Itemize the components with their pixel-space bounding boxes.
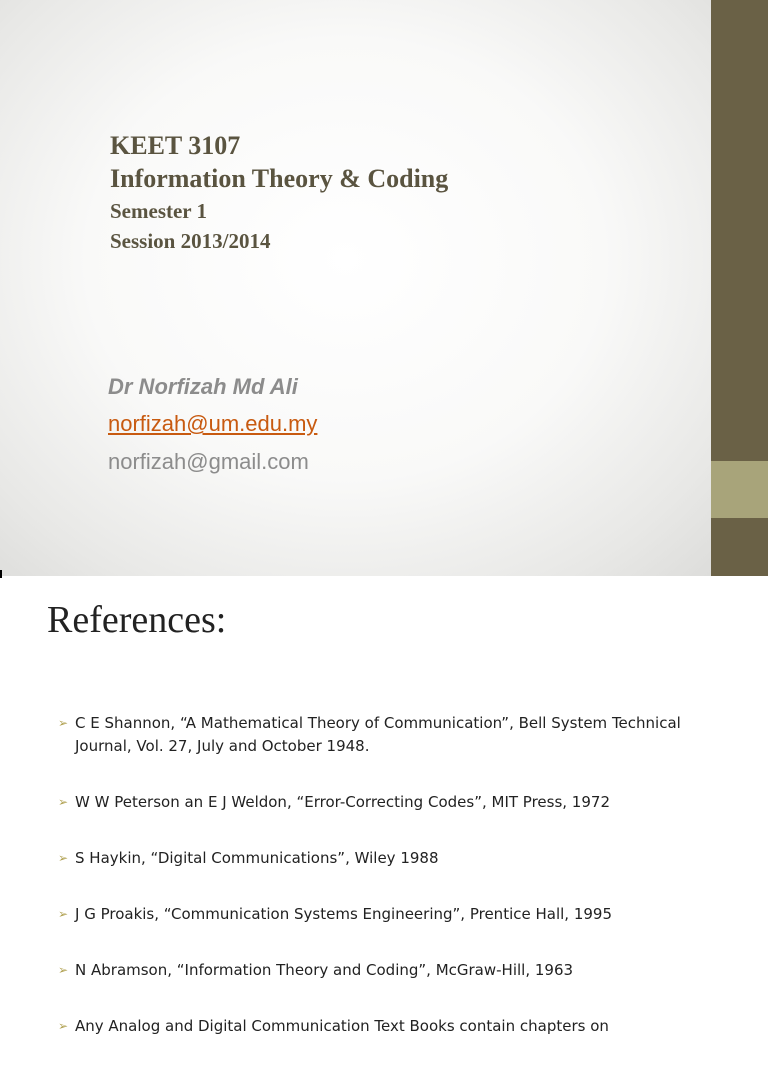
title-block (110, 130, 448, 256)
reference-text: S Haykin, “Digital Communications”, Wiley 1988 (75, 849, 439, 867)
arrow-bullet-icon: ➢ (58, 716, 69, 730)
sidebar-accent-block (711, 461, 768, 518)
reference-item (58, 1015, 698, 1038)
arrow-bullet-icon: ➢ (58, 851, 69, 865)
reference-list (58, 712, 698, 1071)
references-heading: References: (47, 599, 227, 641)
reference-text: C E Shannon, “A Mathematical Theory of Communication”, Bell System Technical Journal, Vol. 27, July and October 1948. (75, 714, 681, 755)
reference-item (58, 791, 698, 814)
reference-item (58, 959, 698, 982)
reference-text: N Abramson, “Information Theory and Coding”, McGraw-Hill, 1963 (75, 961, 574, 979)
reference-text: J G Proakis, “Communication Systems Engineering”, Prentice Hall, 1995 (75, 905, 612, 923)
arrow-bullet-icon: ➢ (58, 907, 69, 921)
reference-text: W W Peterson an E J Weldon, “Error-Correcting Codes”, MIT Press, 1972 (75, 793, 610, 811)
reference-text: Any Analog and Digital Communication Text Books contain chapters on (75, 1017, 609, 1035)
arrow-bullet-icon: ➢ (58, 963, 69, 977)
course-code: KEET 3107 (110, 131, 241, 160)
author-block (108, 370, 317, 480)
reference-item (58, 712, 698, 758)
email-secondary: norfizah@gmail.com (108, 449, 309, 474)
author-name: Dr Norfizah Md Ali (108, 374, 298, 399)
arrow-bullet-icon: ➢ (58, 795, 69, 809)
reference-item (58, 847, 698, 870)
email-link-primary[interactable]: norfizah@um.edu.my (108, 411, 318, 436)
course-title: Information Theory & Coding (110, 164, 449, 193)
arrow-bullet-icon: ➢ (58, 1019, 69, 1033)
references-slide (0, 578, 768, 1035)
reference-item (58, 903, 698, 926)
session-label: Session 2013/2014 (110, 229, 271, 253)
semester-label: Semester 1 (110, 199, 207, 223)
